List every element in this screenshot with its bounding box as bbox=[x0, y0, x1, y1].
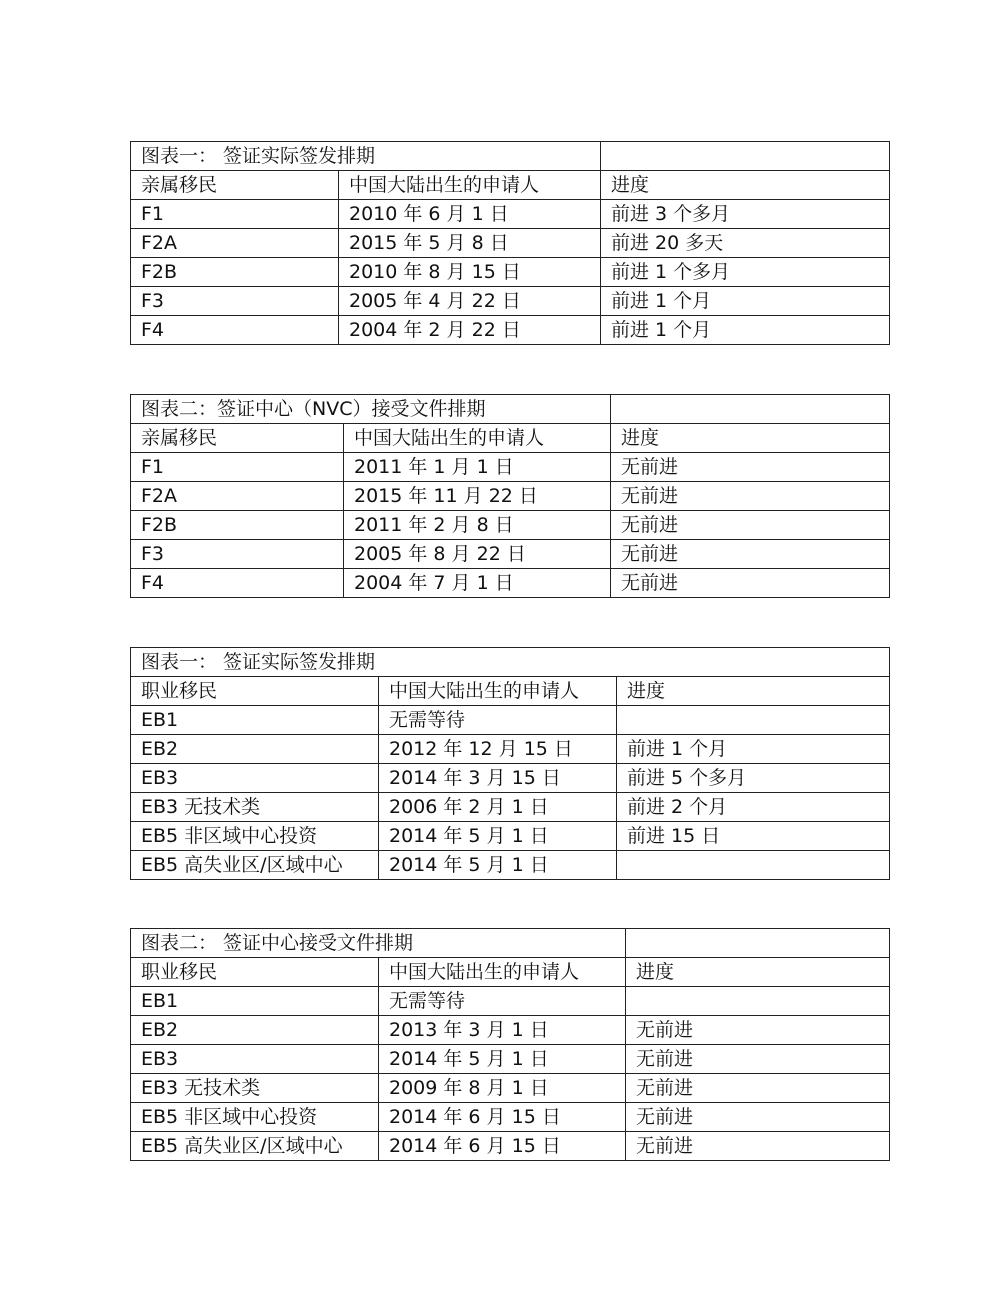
cell-date: 无需等待 bbox=[379, 987, 626, 1016]
cell-category: EB5 非区域中心投资 bbox=[131, 1103, 379, 1132]
table-header-row bbox=[131, 424, 890, 453]
cell-category: EB5 非区域中心投资 bbox=[131, 822, 379, 851]
table-row bbox=[131, 1045, 890, 1074]
table-title: 图表一： 签证实际签发排期 bbox=[131, 648, 890, 677]
cell-progress bbox=[617, 706, 890, 735]
cell-category: F2A bbox=[131, 229, 339, 258]
cell-category: EB1 bbox=[131, 706, 379, 735]
cell-progress: 前进 20 多天 bbox=[601, 229, 890, 258]
cell-category: EB2 bbox=[131, 735, 379, 764]
cell-progress: 前进 3 个多月 bbox=[601, 200, 890, 229]
cell-date: 2014 年 5 月 1 日 bbox=[379, 851, 617, 880]
cell-date: 2005 年 4 月 22 日 bbox=[339, 287, 601, 316]
header-category: 亲属移民 bbox=[131, 424, 344, 453]
cell-category: EB2 bbox=[131, 1016, 379, 1045]
cell-date: 无需等待 bbox=[379, 706, 617, 735]
table-row bbox=[131, 258, 890, 287]
cell-date: 2013 年 3 月 1 日 bbox=[379, 1016, 626, 1045]
table-title: 图表二： 签证中心接受文件排期 bbox=[131, 929, 626, 958]
cell-date: 2004 年 7 月 1 日 bbox=[344, 569, 611, 598]
header-progress: 进度 bbox=[617, 677, 890, 706]
header-progress: 进度 bbox=[626, 958, 890, 987]
cell-date: 2005 年 8 月 22 日 bbox=[344, 540, 611, 569]
cell-category: EB5 高失业区/区域中心 bbox=[131, 851, 379, 880]
table-title-row bbox=[131, 395, 890, 424]
cell-date: 2014 年 5 月 1 日 bbox=[379, 1045, 626, 1074]
cell-progress: 无前进 bbox=[626, 1045, 890, 1074]
table-header-row bbox=[131, 958, 890, 987]
table-row bbox=[131, 200, 890, 229]
table-row bbox=[131, 511, 890, 540]
table-title: 图表一： 签证实际签发排期 bbox=[131, 142, 601, 171]
table-row bbox=[131, 482, 890, 511]
header-category: 职业移民 bbox=[131, 958, 379, 987]
cell-progress: 前进 2 个月 bbox=[617, 793, 890, 822]
cell-date: 2015 年 11 月 22 日 bbox=[344, 482, 611, 511]
cell-category: EB3 bbox=[131, 764, 379, 793]
table-row bbox=[131, 229, 890, 258]
cell-category: F4 bbox=[131, 316, 339, 345]
table-row bbox=[131, 316, 890, 345]
cell-date: 2010 年 6 月 1 日 bbox=[339, 200, 601, 229]
table-row bbox=[131, 764, 890, 793]
cell-category: EB3 bbox=[131, 1045, 379, 1074]
table-row bbox=[131, 453, 890, 482]
table-row bbox=[131, 1016, 890, 1045]
cell-category: F3 bbox=[131, 287, 339, 316]
cell-date: 2014 年 3 月 15 日 bbox=[379, 764, 617, 793]
cell-progress bbox=[617, 851, 890, 880]
table-row bbox=[131, 540, 890, 569]
table-row bbox=[131, 987, 890, 1016]
table-row bbox=[131, 851, 890, 880]
cell-progress: 前进 15 日 bbox=[617, 822, 890, 851]
family-filing-table bbox=[130, 394, 890, 598]
cell-date: 2014 年 5 月 1 日 bbox=[379, 822, 617, 851]
cell-category: F2A bbox=[131, 482, 344, 511]
table-row bbox=[131, 569, 890, 598]
header-progress: 进度 bbox=[611, 424, 890, 453]
table-title: 图表二：签证中心（NVC）接受文件排期 bbox=[131, 395, 611, 424]
table-title-row bbox=[131, 929, 890, 958]
cell-progress: 无前进 bbox=[611, 482, 890, 511]
cell-progress: 无前进 bbox=[626, 1074, 890, 1103]
cell-progress bbox=[626, 987, 890, 1016]
cell-progress: 无前进 bbox=[611, 569, 890, 598]
cell-category: EB3 无技术类 bbox=[131, 1074, 379, 1103]
header-category: 亲属移民 bbox=[131, 171, 339, 200]
cell-progress: 无前进 bbox=[626, 1016, 890, 1045]
cell-progress: 无前进 bbox=[611, 540, 890, 569]
cell-progress: 前进 5 个多月 bbox=[617, 764, 890, 793]
cell-date: 2012 年 12 月 15 日 bbox=[379, 735, 617, 764]
cell-category: F4 bbox=[131, 569, 344, 598]
table-row bbox=[131, 287, 890, 316]
cell-category: F1 bbox=[131, 453, 344, 482]
empty-cell bbox=[601, 142, 890, 171]
cell-progress: 无前进 bbox=[626, 1132, 890, 1161]
cell-progress: 前进 1 个月 bbox=[601, 287, 890, 316]
employment-filing-table bbox=[130, 928, 890, 1161]
table-title-row bbox=[131, 648, 890, 677]
header-applicant: 中国大陆出生的申请人 bbox=[339, 171, 601, 200]
empty-cell bbox=[611, 395, 890, 424]
family-issue-table bbox=[130, 141, 890, 345]
employment-issue-table bbox=[130, 647, 890, 880]
table-title-row bbox=[131, 142, 890, 171]
cell-category: EB3 无技术类 bbox=[131, 793, 379, 822]
table-row bbox=[131, 822, 890, 851]
cell-progress: 前进 1 个月 bbox=[617, 735, 890, 764]
header-progress: 进度 bbox=[601, 171, 890, 200]
cell-category: F3 bbox=[131, 540, 344, 569]
table-header-row bbox=[131, 171, 890, 200]
table-row bbox=[131, 1132, 890, 1161]
cell-progress: 无前进 bbox=[611, 511, 890, 540]
empty-cell bbox=[626, 929, 890, 958]
table-row bbox=[131, 735, 890, 764]
table-header-row bbox=[131, 677, 890, 706]
cell-date: 2014 年 6 月 15 日 bbox=[379, 1132, 626, 1161]
cell-date: 2009 年 8 月 1 日 bbox=[379, 1074, 626, 1103]
cell-progress: 无前进 bbox=[611, 453, 890, 482]
cell-category: F2B bbox=[131, 258, 339, 287]
cell-date: 2006 年 2 月 1 日 bbox=[379, 793, 617, 822]
header-applicant: 中国大陆出生的申请人 bbox=[344, 424, 611, 453]
cell-category: F1 bbox=[131, 200, 339, 229]
header-category: 职业移民 bbox=[131, 677, 379, 706]
cell-progress: 无前进 bbox=[626, 1103, 890, 1132]
cell-category: F2B bbox=[131, 511, 344, 540]
table-row bbox=[131, 1103, 890, 1132]
cell-date: 2015 年 5 月 8 日 bbox=[339, 229, 601, 258]
cell-date: 2011 年 2 月 8 日 bbox=[344, 511, 611, 540]
header-applicant: 中国大陆出生的申请人 bbox=[379, 677, 617, 706]
table-row bbox=[131, 1074, 890, 1103]
cell-progress: 前进 1 个月 bbox=[601, 316, 890, 345]
cell-progress: 前进 1 个多月 bbox=[601, 258, 890, 287]
cell-date: 2004 年 2 月 22 日 bbox=[339, 316, 601, 345]
cell-category: EB1 bbox=[131, 987, 379, 1016]
header-applicant: 中国大陆出生的申请人 bbox=[379, 958, 626, 987]
table-row bbox=[131, 793, 890, 822]
cell-date: 2011 年 1 月 1 日 bbox=[344, 453, 611, 482]
table-row bbox=[131, 706, 890, 735]
cell-category: EB5 高失业区/区域中心 bbox=[131, 1132, 379, 1161]
cell-date: 2014 年 6 月 15 日 bbox=[379, 1103, 626, 1132]
cell-date: 2010 年 8 月 15 日 bbox=[339, 258, 601, 287]
